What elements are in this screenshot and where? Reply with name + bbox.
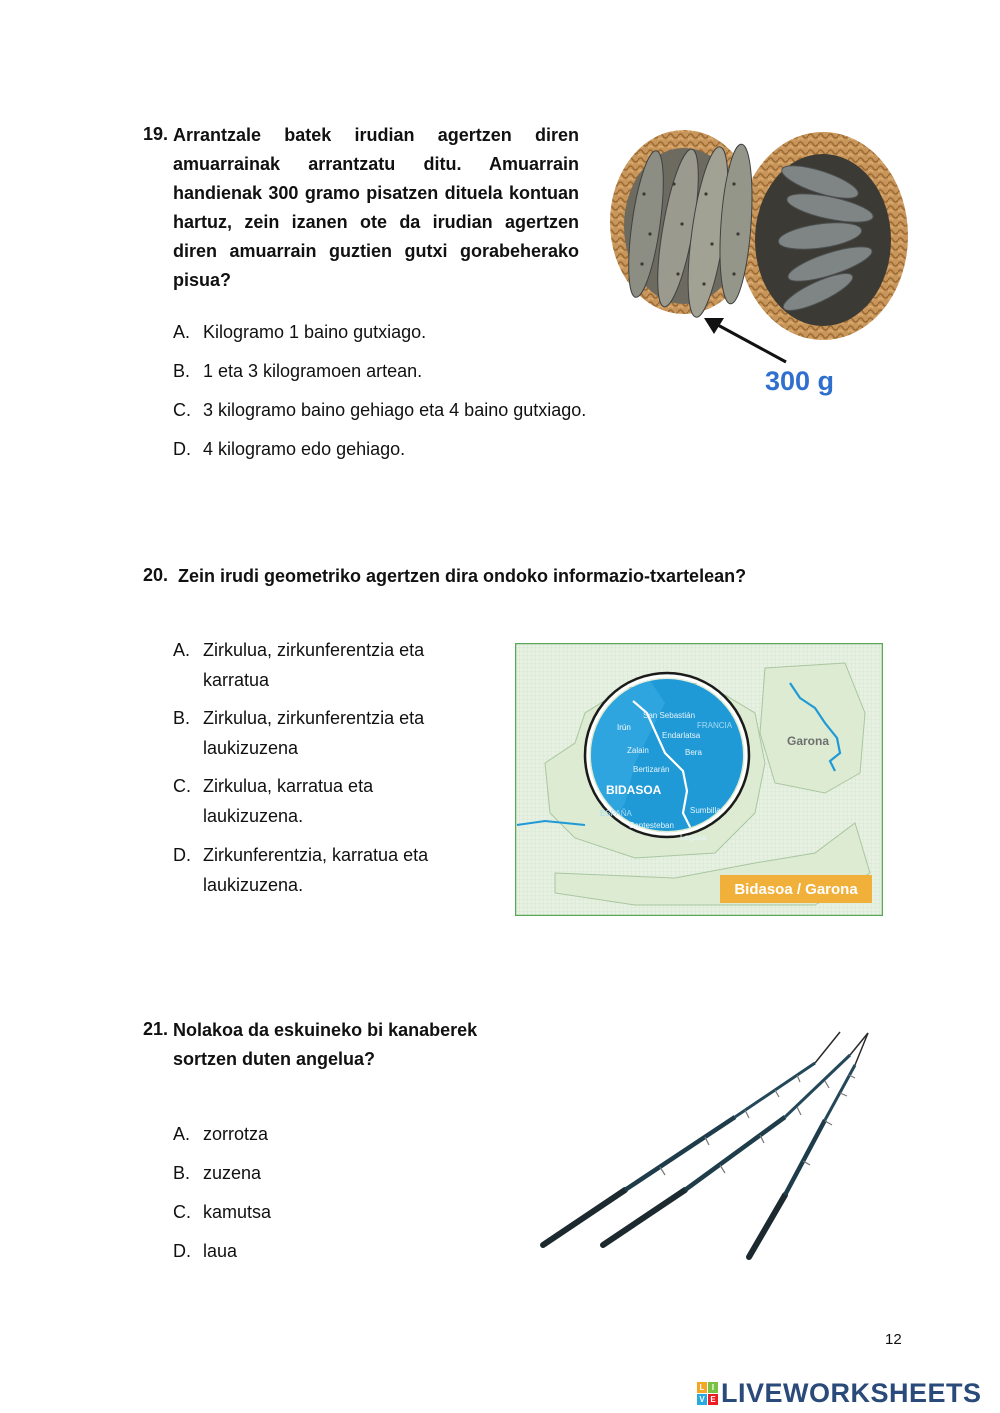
map-label: ESPAÑA — [600, 809, 632, 818]
option-text: zorrotza — [203, 1124, 269, 1144]
option-letter: D. — [173, 439, 191, 459]
fishing-rod-1 — [543, 1032, 840, 1245]
option-text: 3 kilogramo baino gehiago eta 4 baino gutxiago. — [203, 400, 587, 420]
liveworksheets-logo[interactable] — [697, 1376, 982, 1410]
map-label: San Sebastián — [643, 711, 696, 720]
option-letter: C. — [173, 400, 191, 420]
option-letter: B. — [173, 361, 191, 381]
logo-letter: L — [697, 1382, 707, 1393]
option-letter: D. — [173, 845, 191, 865]
option-text: Zirkunferentzia, karratua eta laukizuzena. — [203, 845, 429, 895]
map-label: Sumbilla — [690, 806, 721, 815]
option-letter: C. — [173, 1202, 191, 1222]
map-label: Bertizarán — [633, 765, 670, 774]
logo-icon — [697, 1382, 718, 1405]
info-card-map — [515, 643, 883, 916]
map-label: FRANCIA — [697, 721, 733, 730]
option-letter: A. — [173, 640, 191, 660]
map-label: Zalain — [627, 746, 649, 755]
q19-number: 19. — [143, 124, 169, 144]
arrow-icon — [700, 310, 800, 370]
option-text: Zirkulua, karratua eta laukizuzena. — [203, 776, 374, 826]
option-letter: C. — [173, 776, 191, 796]
q20-question-text: Zein irudi geometriko agertzen dira ondoko informazio-txartelean? — [178, 566, 747, 586]
map-label: Endarlatsa — [662, 731, 701, 740]
q21-number: 21. — [143, 1019, 169, 1039]
trout-weight-label: 300 g — [765, 366, 835, 396]
option-text: 4 kilogramo edo gehiago. — [203, 439, 406, 459]
option-text: kamutsa — [203, 1202, 272, 1222]
q20-number: 20. — [143, 565, 169, 585]
option-letter: D. — [173, 1241, 191, 1261]
option-letter: B. — [173, 708, 191, 728]
map-label: Bera — [685, 748, 702, 757]
option-text: laua — [203, 1241, 238, 1261]
option-letter: A. — [173, 1124, 191, 1144]
info-card-banner-text: Bidasoa / Garona — [734, 881, 858, 898]
map-label: Garona — [787, 734, 830, 748]
map-label: Santesteban — [629, 821, 674, 830]
option-letter: B. — [173, 1163, 191, 1183]
logo-letter: V — [697, 1394, 707, 1405]
option-text: Zirkulua, zirkunferentzia eta laukizuzena — [203, 708, 425, 758]
option-text: zuzena — [203, 1163, 262, 1183]
land-shape — [760, 663, 865, 793]
q19-question-text: Arrantzale batek irudian agertzen diren amuarrainak arrantzatu ditu. Amuarrain handienak 300 gramo pisatzen dituela kontuan hartuz, zein izanen ote da irudian agertzen diren amuarrain guztien gutxi gorabeherako pisua? — [173, 125, 579, 290]
page-number: 12 — [885, 1331, 902, 1348]
logo-letter: I — [708, 1382, 718, 1393]
fishing-rod-2 — [603, 1033, 868, 1245]
option-letter: A. — [173, 322, 191, 342]
option-text: Kilogramo 1 baino gutxiago. — [203, 322, 427, 342]
option-text: Zirkulua, zirkunferentzia eta karratua — [203, 640, 425, 690]
map-label: Legasa — [680, 833, 707, 842]
q21-question-text: Nolakoa da eskuineko bi kanaberek sortzen duten angelua? — [173, 1020, 478, 1069]
logo-wordmark: LIVEWORKSHEETS — [721, 1377, 982, 1408]
map-label: BIDASOA — [606, 783, 662, 797]
fishing-rods-image — [535, 1025, 880, 1270]
logo-letter: E — [708, 1394, 718, 1405]
option-text: 1 eta 3 kilogramoen artean. — [203, 361, 423, 381]
map-label: Irún — [617, 723, 631, 732]
